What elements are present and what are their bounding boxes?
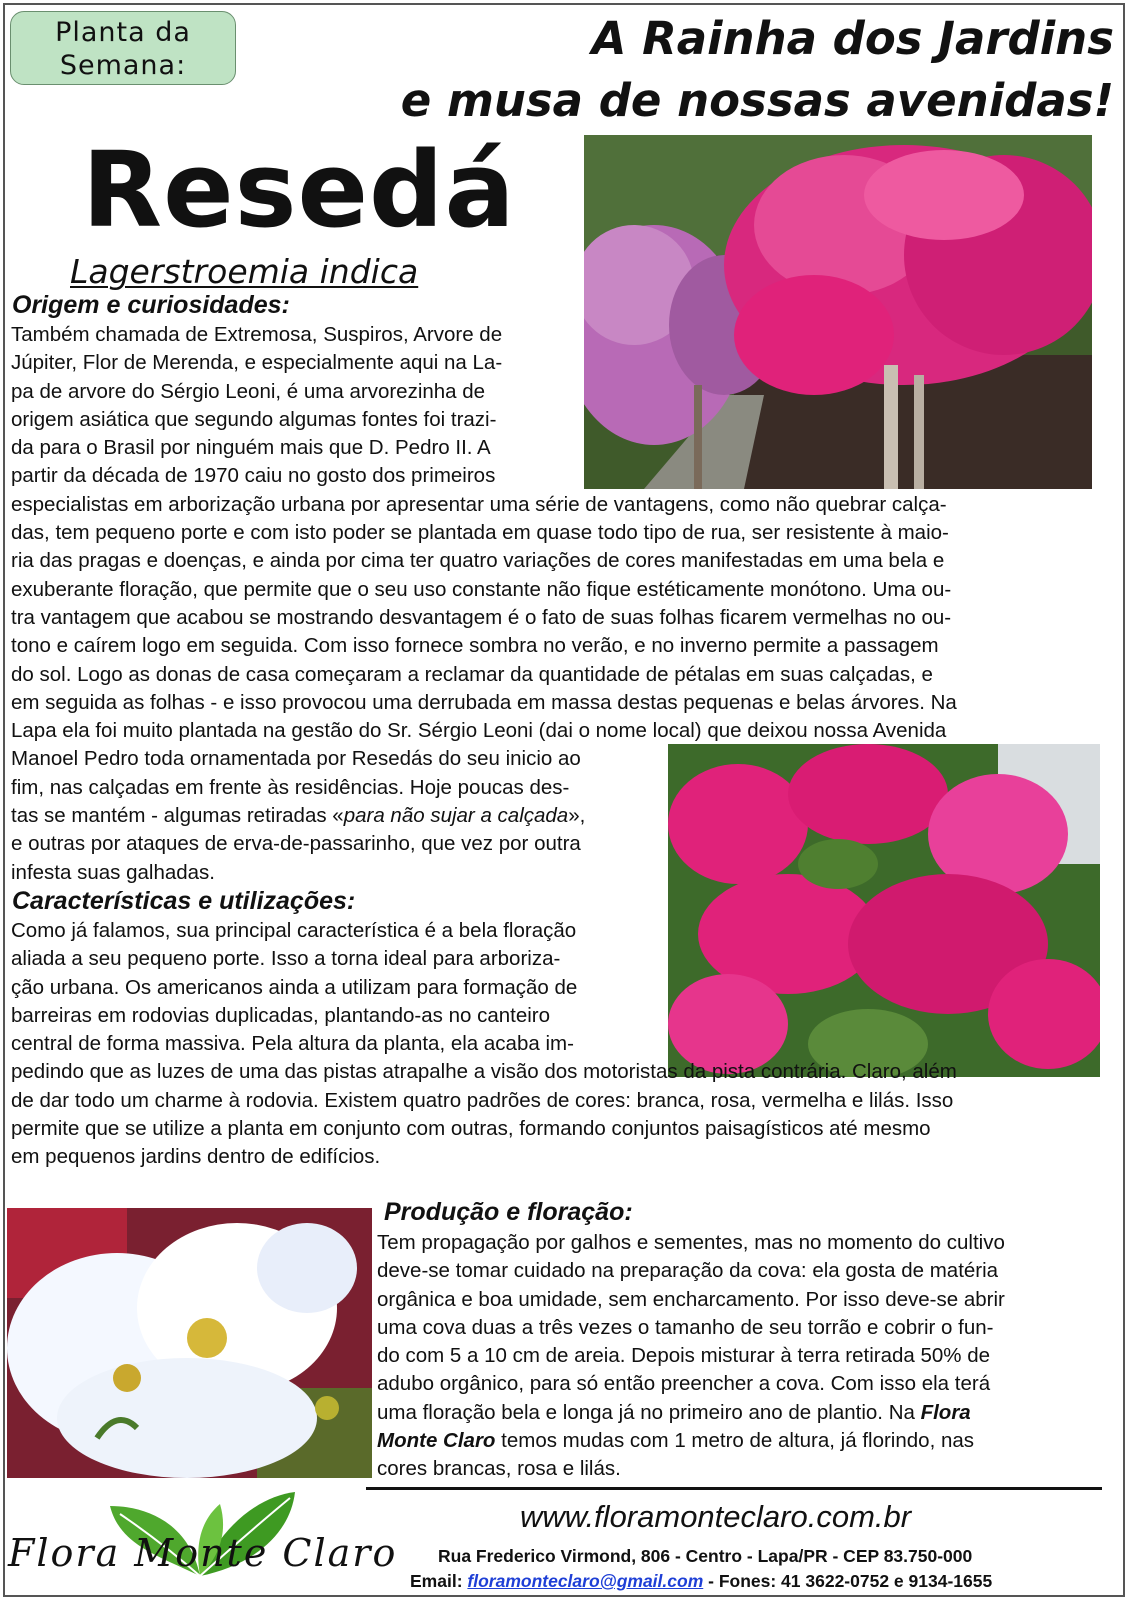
phone-numbers: - Fones: 41 3622-0752 e 9134-1655: [703, 1571, 993, 1591]
text-line: barreiras em rodovias duplicadas, plantando-as no canteiro: [11, 1003, 551, 1027]
section-characteristics-heading: Características e utilizações:: [12, 887, 356, 915]
text-line: infesta suas galhadas.: [11, 860, 215, 884]
text-line: da para o Brasil por ninguém mais que D. Pedro II. A: [11, 436, 491, 460]
text-line: fim, nas calçadas em frente às residências. Hoje poucas des-: [11, 775, 570, 799]
text-line: partir da década de 1970 caiu no gosto dos primeiros: [11, 464, 496, 488]
text-line: pa de arvore do Sérgio Leoni, é uma arvorezinha de: [11, 379, 486, 403]
text-line: pedindo que as luzes de uma das pistas atrapalhe a visão dos motoristas da pista contrária. Claro, além: [11, 1060, 957, 1084]
text-line: Como já falamos, sua principal característica é a bela floração: [11, 919, 577, 942]
brand-logo-text: Flora Monte Claro: [8, 1531, 398, 1575]
email-label: Email:: [410, 1571, 468, 1591]
text-line: permite que se utilize a planta em conjunto com outras, formando conjuntos paisagísticos até mesmo: [11, 1117, 931, 1141]
text-line: cores brancas, rosa e lilás.: [377, 1457, 621, 1481]
badge-line-2: Semana:: [59, 50, 187, 81]
text-line: central de forma massiva. Pela altura da planta, ela acaba im-: [11, 1032, 574, 1056]
text-line: origem asiática que segundo algumas fontes foi trazi-: [11, 407, 497, 431]
website-link[interactable]: www.floramonteclaro.com.br: [520, 1499, 912, 1534]
scientific-name: Lagerstroemia indica: [70, 252, 419, 291]
section-characteristics-text: [11, 917, 957, 1172]
text-line: Lapa ela foi muito plantada na gestão do Sr. Sérgio Leoni (dai o nome local) que deixou nossa Avenida: [11, 719, 947, 743]
footer-divider: [366, 1487, 1102, 1490]
headline-line-2: e musa de nossas avenidas!: [400, 74, 1114, 127]
text-line: deve-se tomar cuidado na preparação da cova: ela gosta de matéria: [377, 1259, 999, 1283]
brand-name: Monte Claro: [377, 1429, 496, 1453]
text-line: em seguida as folhas - e isso provocou uma derrubada em massa destas pequenas e belas árvores. Na: [11, 690, 957, 714]
text-segment: uma floração bela e longa já no primeiro ano de plantio. Na: [377, 1400, 921, 1424]
text-line: orgânica e boa umidade, sem encharcamento. Por isso deve-se abrir: [377, 1287, 1005, 1311]
badge-line-1: Planta da: [55, 17, 191, 48]
text-line: do com 5 a 10 cm de areia. Depois misturar à terra retirada 50% de: [377, 1344, 991, 1368]
text-line: especialistas em arborização urbana por apresentar uma série de vantagens, como não quebrar calça-: [11, 492, 947, 516]
text-segment: »,: [568, 804, 586, 828]
contact-line: [410, 1569, 992, 1593]
section-production-text: [377, 1229, 1005, 1484]
email-link[interactable]: floramonteclaro@gmail.com: [467, 1571, 704, 1591]
text-line: ria das pragas e doenças, e ainda por cima ter quatro variações de cores manifestadas em uma bela e: [11, 549, 945, 573]
text-line: tono e caírem logo em seguida. Com isso fornece sombra no verão, e no inverno permite a passagem: [11, 634, 939, 658]
text-line: uma cova duas a três vezes o tamanho de seu torrão e cobrir o fun-: [377, 1315, 994, 1339]
text-line: das, tem pequeno porte e com isto poder se plantada em quase todo tipo de rua, ser resistente à maio-: [11, 521, 949, 545]
text-line: Também chamada de Extremosa, Suspiros, Arvore de: [11, 323, 503, 346]
text-line: [377, 1399, 1005, 1427]
text-line: ção urbana. Os americanos ainda a utilizam para formação de: [11, 975, 578, 999]
white-flower-photo: [7, 1208, 372, 1478]
text-line: e outras por ataques de erva-de-passarinho, que vez por outra: [11, 832, 581, 856]
text-line: adubo orgânico, para só então preencher a cova. Com isso ela terá: [377, 1372, 991, 1396]
store-address: Rua Frederico Virmond, 806 - Centro - Lapa/PR - CEP 83.750-000: [438, 1546, 973, 1566]
text-line: do sol. Logo as donas de casa começaram a reclamar da quantidade de pétalas em suas calçadas, e: [11, 662, 933, 686]
text-line: de dar todo um charme à rodovia. Existem quatro padrões de cores: branca, rosa, vermelha e lilás. Isso: [11, 1088, 954, 1112]
text-line: [377, 1427, 1005, 1455]
quote-text: para não sujar a calçada: [343, 804, 569, 828]
text-line: Júpiter, Flor de Merenda, e especialmente aqui na La-: [11, 351, 503, 375]
section-production-heading: Produção e floração:: [384, 1198, 633, 1226]
headline-line-1: A Rainha dos Jardins: [591, 12, 1114, 65]
text-line: tra vantagem que acabou se mostrando desvantagem é o fato de suas folhas ficarem vermelhas no ou-: [11, 605, 952, 629]
text-line: Tem propagação por galhos e sementes, mas no momento do cultivo: [377, 1231, 1005, 1254]
text-segment: temos mudas com 1 metro de altura, já florindo, nas: [495, 1429, 975, 1453]
page-title: Resedá: [82, 129, 516, 251]
text-line: Manoel Pedro toda ornamentada por Resedás do seu inicio ao: [11, 747, 581, 771]
text-segment: tas se mantém - algumas retiradas «: [11, 804, 344, 828]
week-plant-badge: [10, 11, 236, 85]
headline: [314, 8, 1114, 132]
section-origin-heading: Origem e curiosidades:: [12, 291, 290, 319]
text-line: aliada a seu pequeno porte. Isso a torna ideal para arboriza-: [11, 947, 561, 971]
brand-name: Flora: [920, 1400, 971, 1424]
text-line: exuberante floração, que permite que o seu uso constante não fique estéticamente monótono. Uma ou-: [11, 577, 952, 601]
text-line: em pequenos jardins dentro de edifícios.: [11, 1145, 381, 1169]
